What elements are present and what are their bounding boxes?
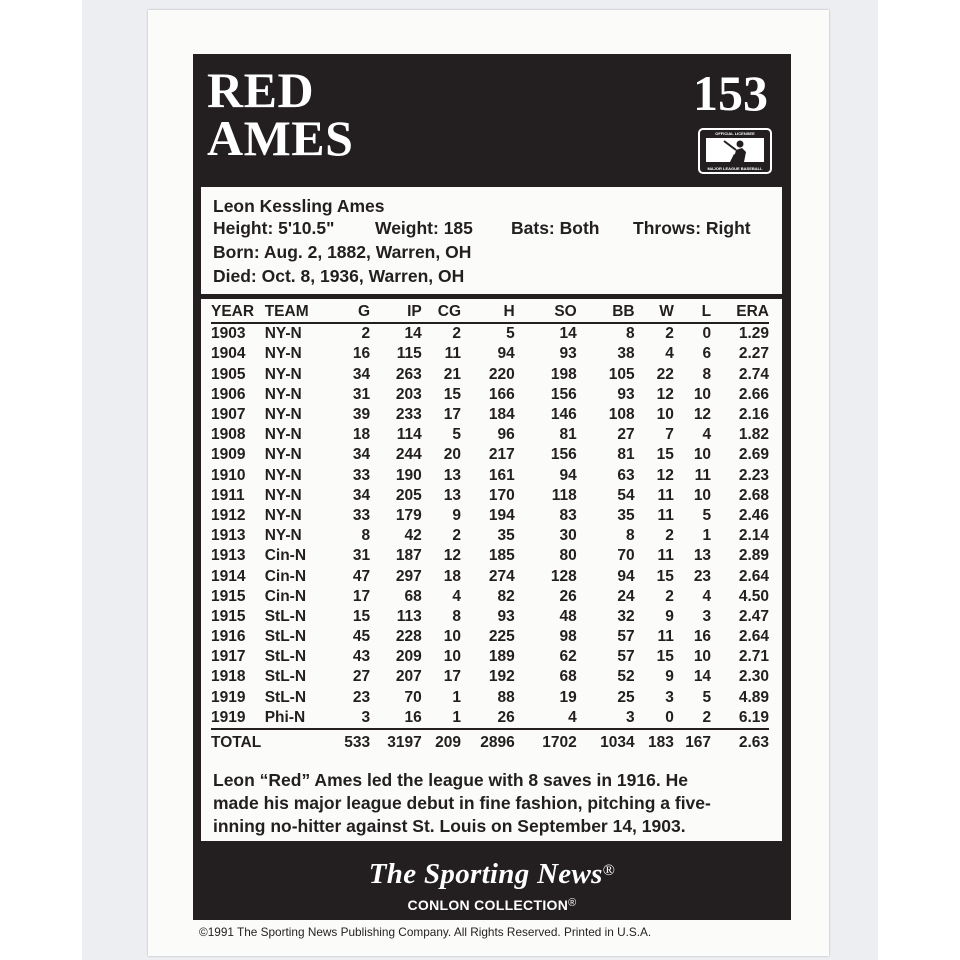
stats-cell: 47: [352, 567, 371, 585]
stats-cell: 1.82: [738, 426, 769, 444]
stats-row: [211, 486, 769, 506]
stats-cell: 38: [617, 345, 635, 363]
stats-cell: 4: [665, 345, 674, 363]
stats-total-cell: 2.63: [738, 733, 769, 751]
stats-row: [211, 385, 769, 405]
stats-cell: 263: [395, 365, 422, 383]
stats-cell: 10: [443, 628, 462, 646]
stats-row: [211, 405, 769, 425]
stats-cell: 70: [404, 688, 422, 706]
stats-cell: 34: [352, 365, 371, 383]
stats-cell: 30: [559, 527, 577, 545]
stats-cell: 4: [568, 708, 577, 726]
stats-cell: 233: [395, 406, 422, 424]
blurb-line: Leon “Red” Ames led the league with 8 saves in 1916. He: [213, 770, 688, 790]
stats-cell: 1919: [211, 708, 246, 726]
stats-cell: 8: [625, 527, 635, 545]
registered-mark: ®: [602, 862, 616, 879]
collection-registered-mark: ®: [568, 897, 577, 909]
stats-cell: 70: [617, 547, 635, 565]
stats-cell: 225: [488, 628, 515, 646]
stats-cell: 1913: [211, 527, 246, 545]
stats-cell: 42: [404, 527, 422, 545]
stats-cell: 1: [452, 688, 462, 706]
stats-total-row: [211, 729, 769, 756]
stats-cell: 10: [656, 406, 674, 424]
stats-total-cell: 209: [435, 733, 462, 751]
stats-cell: 2: [665, 587, 674, 605]
stats-cell: 115: [396, 345, 422, 363]
stats-cell: 16: [404, 708, 422, 726]
stats-cell: 207: [395, 668, 422, 686]
stats-cell: 156: [550, 446, 577, 464]
stats-total-cell: 2896: [480, 733, 515, 751]
stats-cell: 114: [396, 426, 422, 444]
stats-cell: 1914: [211, 567, 246, 585]
stats-header-cell: YEAR: [211, 303, 255, 321]
stats-cell: 9: [665, 607, 674, 625]
stats-cell: 2: [665, 527, 674, 545]
stats-row: [211, 323, 769, 344]
copyright-line: ©1991 The Sporting News Publishing Company. All Rights Reserved. Printed in U.S.A.: [199, 925, 652, 939]
stats-cell: 13: [693, 547, 712, 565]
stats-cell: 1905: [211, 365, 246, 383]
stats-cell: NY-N: [264, 466, 302, 484]
stats-cell: 68: [404, 587, 422, 605]
stats-header-cell: ERA: [736, 303, 769, 321]
stats-cell: 32: [617, 607, 635, 625]
stats-cell: 23: [693, 567, 712, 585]
stats-cell: 11: [657, 506, 674, 524]
stats-cell: 220: [488, 365, 515, 383]
stats-cell: 81: [617, 446, 635, 464]
throws: Throws: Right: [633, 218, 751, 238]
stats-total-cell: 1034: [600, 733, 635, 751]
stats-cell: 34: [352, 486, 371, 504]
stats-cell: NY-N: [264, 486, 302, 504]
stats-cell: 4.89: [738, 688, 769, 706]
stats-header-row: [211, 302, 769, 323]
born: Born: Aug. 2, 1882, Warren, OH: [213, 242, 472, 262]
stats-cell: 2: [452, 527, 462, 545]
stats-cell: 10: [693, 648, 712, 666]
stats-cell: 9: [452, 506, 462, 524]
stats-cell: 25: [617, 688, 635, 706]
stats-cell: NY-N: [264, 385, 302, 403]
stats-cell: 94: [497, 345, 515, 363]
stats-cell: 96: [497, 426, 515, 444]
stats-cell: 26: [559, 587, 577, 605]
stats-cell: 1915: [211, 587, 246, 605]
stats-cell: NY-N: [264, 506, 302, 524]
stats-cell: 27: [617, 426, 635, 444]
stats-header-cell: L: [701, 303, 712, 321]
stats-header-cell: BB: [612, 303, 635, 321]
stats-cell: 18: [352, 426, 371, 444]
stats-cell: 8: [702, 365, 712, 383]
stats-cell: 1: [702, 527, 712, 545]
card-number: 153: [693, 65, 768, 121]
stats-cell: 57: [617, 628, 635, 646]
stats-cell: 80: [559, 547, 577, 565]
stats-cell: NY-N: [264, 446, 302, 464]
stats-cell: 31: [352, 385, 371, 403]
stats-cell: 297: [395, 567, 422, 585]
stats-cell: 5: [702, 688, 712, 706]
stats-cell: 1908: [211, 426, 246, 444]
stats-cell: 2.27: [738, 345, 769, 363]
stats-cell: 82: [497, 587, 515, 605]
stats-cell: 10: [443, 648, 462, 666]
stats-header-cell: TEAM: [264, 303, 309, 321]
stats-cell: StL-N: [264, 688, 307, 706]
stats-cell: StL-N: [264, 607, 307, 625]
stats-cell: 2.74: [738, 365, 769, 383]
stats-total-cell: 3197: [387, 733, 422, 751]
stats-cell: 8: [452, 607, 462, 625]
stats-row: [211, 587, 769, 607]
stats-cell: 3: [665, 688, 674, 706]
stats-cell: 83: [559, 506, 577, 524]
stats-cell: 17: [443, 406, 462, 424]
stats-cell: 10: [693, 446, 712, 464]
stats-cell: 35: [617, 506, 635, 524]
stats-cell: 118: [551, 486, 577, 504]
height: Height: 5'10.5": [213, 218, 335, 238]
stats-cell: 81: [559, 426, 577, 444]
weight: Weight: 185: [375, 218, 473, 238]
stats-row: [211, 365, 769, 385]
stats-cell: 63: [617, 466, 635, 484]
stats-cell: 54: [617, 486, 635, 504]
stats-cell: 1912: [211, 506, 246, 524]
stats-cell: 5: [702, 506, 712, 524]
stats-cell: 15: [352, 607, 371, 625]
stats-total-cell: 1702: [542, 733, 577, 751]
stats-cell: 33: [352, 466, 371, 484]
stats-cell: 1919: [211, 688, 246, 706]
stats-cell: 2: [665, 325, 674, 343]
stats-total-cell: TOTAL: [211, 733, 262, 751]
stats-cell: 1904: [211, 345, 246, 363]
stats-cell: NY-N: [264, 365, 302, 383]
stats-cell: 2.89: [738, 547, 769, 565]
stats-cell: 203: [395, 385, 422, 403]
stats-cell: 48: [559, 607, 577, 625]
stats-row: [211, 688, 769, 708]
stats-cell: 12: [656, 385, 674, 403]
stats-cell: 3: [702, 607, 712, 625]
stats-cell: 8: [361, 527, 371, 545]
stats-row: [211, 607, 769, 627]
stats-cell: 2.64: [738, 628, 769, 646]
stats-cell: 0: [665, 708, 674, 726]
stats-cell: 9: [665, 668, 674, 686]
stats-cell: 2.68: [738, 486, 769, 504]
stats-header-cell: IP: [407, 303, 422, 321]
stats-cell: 93: [559, 345, 577, 363]
stats-row: [211, 445, 769, 465]
stats-cell: 12: [693, 406, 712, 424]
stats-cell: 192: [488, 668, 515, 686]
stats-cell: 88: [497, 688, 515, 706]
stats-cell: Cin-N: [264, 587, 307, 605]
blurb-line: inning no-hitter against St. Louis on September 14, 1903.: [213, 816, 686, 836]
stats-cell: 1916: [211, 628, 246, 646]
stats-cell: 2.66: [738, 385, 769, 403]
player-first-name: RED: [207, 62, 315, 118]
stats-cell: 1909: [211, 446, 246, 464]
stats-row: [211, 546, 769, 566]
stats-header-cell: SO: [554, 303, 577, 321]
stats-cell: 2.64: [738, 567, 769, 585]
stats-cell: StL-N: [264, 668, 307, 686]
stats-row: [211, 466, 769, 486]
stats-cell: 68: [559, 668, 577, 686]
stats-cell: 1915: [211, 607, 246, 625]
stats-cell: 39: [352, 406, 371, 424]
stats-cell: 10: [693, 486, 712, 504]
stats-cell: 2.47: [738, 607, 769, 625]
stats-cell: 0: [702, 325, 712, 343]
stats-row: [211, 566, 769, 586]
stats-row: [211, 708, 769, 729]
stats-cell: 4: [702, 587, 712, 605]
stats-cell: 93: [497, 607, 515, 625]
stats-cell: 184: [488, 406, 515, 424]
stats-cell: 187: [395, 547, 422, 565]
stats-header-cell: CG: [437, 303, 462, 321]
stats-cell: StL-N: [264, 648, 307, 666]
stats-row: [211, 667, 769, 687]
sporting-news-logo: [193, 858, 791, 891]
measurements-row: [201, 218, 782, 240]
stats-cell: 4: [452, 587, 462, 605]
stats-cell: 12: [656, 466, 674, 484]
stats-header-cell: G: [358, 303, 371, 321]
player-last-name: AMES: [207, 110, 354, 166]
stats-cell: 35: [497, 527, 515, 545]
stats-cell: 43: [352, 648, 371, 666]
stats-cell: 156: [550, 385, 577, 403]
stats-cell: NY-N: [264, 325, 302, 343]
stats-cell: 13: [443, 486, 462, 504]
stats-cell: 3: [625, 708, 635, 726]
stats-cell: 10: [693, 385, 712, 403]
stats-cell: 209: [395, 648, 422, 666]
stats-cell: 3: [361, 708, 371, 726]
stats-row: [211, 506, 769, 526]
stats-total-cell: 533: [344, 733, 371, 751]
stats-cell: 14: [404, 325, 422, 343]
stats-cell: 15: [443, 385, 462, 403]
stats-cell: 14: [559, 325, 577, 343]
stats-cell: 94: [617, 567, 635, 585]
stats-cell: 5: [506, 325, 515, 343]
stats-cell: 108: [608, 406, 635, 424]
stats-cell: 2.23: [738, 466, 769, 484]
stats-cell: 1918: [211, 668, 246, 686]
batter-silhouette-icon: [706, 138, 764, 162]
stats-cell: 105: [608, 365, 635, 383]
sporting-news-brand: The Sporting News: [368, 858, 603, 890]
stats-cell: 13: [443, 466, 462, 484]
stats-cell: 2.46: [738, 506, 769, 524]
stats-cell: 16: [352, 345, 371, 363]
stats-cell: StL-N: [264, 628, 307, 646]
stats-cell: 189: [488, 648, 515, 666]
stats-cell: 5: [452, 426, 462, 444]
stats-cell: NY-N: [264, 426, 302, 444]
pitching-stats-table: [211, 302, 769, 756]
stats-cell: 161: [488, 466, 515, 484]
stats-cell: 4.50: [738, 587, 769, 605]
stats-cell: 8: [625, 325, 635, 343]
stats-total-cell: [265, 729, 327, 756]
stats-cell: 19: [559, 688, 577, 706]
stats-cell: 15: [656, 567, 674, 585]
stats-cell: 2: [702, 708, 712, 726]
stats-cell: 2.14: [738, 527, 769, 545]
stats-cell: 24: [617, 587, 635, 605]
mlb-logo-bottom-text: MAJOR LEAGUE BASEBALL: [707, 166, 763, 171]
stats-header-cell: H: [503, 303, 515, 321]
stats-cell: 170: [488, 486, 515, 504]
stats-cell: 166: [488, 385, 515, 403]
stats-cell: 34: [352, 446, 371, 464]
stats-cell: 12: [443, 547, 462, 565]
stats-cell: 93: [617, 385, 635, 403]
stats-cell: 194: [488, 506, 515, 524]
conlon-collection: [193, 897, 791, 913]
stats-cell: 16: [693, 628, 712, 646]
stats-cell: 7: [665, 426, 674, 444]
bio-panel: [201, 187, 782, 294]
stats-cell: NY-N: [264, 406, 302, 424]
stats-cell: 2: [361, 325, 371, 343]
stats-cell: 11: [657, 547, 674, 565]
stats-cell: 113: [396, 607, 422, 625]
stats-cell: 45: [352, 628, 371, 646]
stats-cell: 17: [352, 587, 371, 605]
stats-cell: 57: [617, 648, 635, 666]
stats-cell: 33: [352, 506, 371, 524]
stats-total-cell: 183: [648, 733, 674, 751]
stats-row: [211, 425, 769, 445]
stats-cell: 15: [656, 446, 674, 464]
stats-row: [211, 344, 769, 364]
stats-cell: 31: [352, 547, 371, 565]
stats-cell: 98: [559, 628, 577, 646]
stats-cell: NY-N: [264, 345, 302, 363]
stats-cell: 14: [693, 668, 712, 686]
stats-cell: 146: [550, 406, 577, 424]
stats-cell: 6.19: [738, 708, 769, 726]
stats-cell: 22: [656, 365, 674, 383]
stats-cell: 20: [443, 446, 462, 464]
stats-cell: 11: [657, 628, 674, 646]
stats-row: [211, 526, 769, 546]
stats-cell: 2.30: [738, 668, 769, 686]
stats-cell: 1903: [211, 325, 246, 343]
stats-cell: Cin-N: [264, 547, 307, 565]
stats-row: [211, 627, 769, 647]
stats-panel: [201, 299, 782, 841]
stats-cell: 1910: [211, 466, 246, 484]
stats-cell: 23: [352, 688, 371, 706]
stats-cell: 11: [694, 466, 712, 484]
stats-cell: 26: [497, 708, 515, 726]
stats-cell: 11: [657, 486, 674, 504]
stats-cell: 228: [395, 628, 422, 646]
stats-cell: 274: [488, 567, 515, 585]
stats-cell: 198: [550, 365, 577, 383]
stats-cell: 1917: [211, 648, 246, 666]
stats-cell: 205: [395, 486, 422, 504]
stats-cell: 1907: [211, 406, 246, 424]
mlb-logo: [698, 128, 772, 174]
stats-cell: 179: [395, 506, 422, 524]
stats-header-cell: W: [659, 303, 674, 321]
stats-row: [211, 647, 769, 667]
full-name: Leon Kessling Ames: [213, 196, 385, 216]
stats-cell: 1911: [211, 486, 245, 504]
stats-total-cell: 167: [685, 733, 712, 751]
stats-cell: 1913: [211, 547, 246, 565]
stats-cell: 2.71: [738, 648, 769, 666]
stats-cell: 2.69: [738, 446, 769, 464]
stats-cell: 6: [702, 345, 712, 363]
stats-cell: 185: [488, 547, 515, 565]
blurb-line: made his major league debut in fine fashion, pitching a five-: [213, 793, 711, 813]
stats-cell: 128: [550, 567, 577, 585]
stats-cell: NY-N: [264, 527, 302, 545]
stats-cell: 17: [443, 668, 462, 686]
stats-cell: 4: [702, 426, 712, 444]
stats-cell: 62: [559, 648, 577, 666]
stats-cell: 18: [443, 567, 462, 585]
stats-cell: 11: [444, 345, 462, 363]
mlb-logo-top-text: OFFICIAL LICENSEE: [715, 131, 755, 136]
died: Died: Oct. 8, 1936, Warren, OH: [213, 266, 465, 286]
player-name: [207, 62, 354, 166]
stats-cell: 27: [352, 668, 371, 686]
stats-cell: 1.29: [738, 325, 769, 343]
stats-cell: Cin-N: [264, 567, 307, 585]
stats-cell: 1906: [211, 385, 246, 403]
stats-cell: 217: [488, 446, 515, 464]
stats-cell: 1: [452, 708, 462, 726]
stats-cell: 21: [443, 365, 462, 383]
stats-cell: Phi-N: [264, 708, 306, 726]
stats-cell: 94: [559, 466, 577, 484]
stats-cell: 190: [395, 466, 422, 484]
stats-cell: 52: [617, 668, 635, 686]
player-blurb: [213, 769, 778, 838]
stats-cell: 2: [452, 325, 462, 343]
stats-cell: 2.16: [738, 406, 769, 424]
collection-label: CONLON COLLECTION: [407, 897, 569, 913]
stats-cell: 244: [395, 446, 422, 464]
stats-cell: 15: [656, 648, 674, 666]
bats: Bats: Both: [511, 218, 600, 238]
